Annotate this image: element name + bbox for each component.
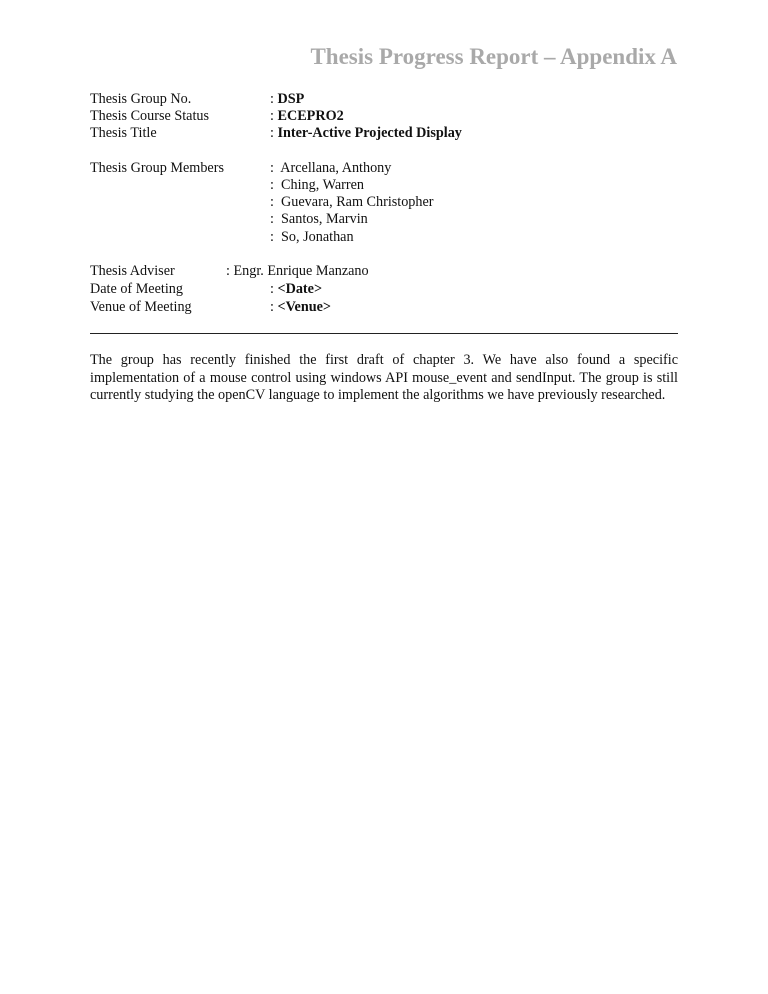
member-name: Santos, Marvin xyxy=(281,211,368,227)
member-item xyxy=(270,160,391,177)
members-label: Thesis Group Members xyxy=(90,160,224,176)
member-item xyxy=(270,194,434,211)
colon: : xyxy=(270,281,274,297)
colon: : xyxy=(270,177,274,193)
course-status-value xyxy=(270,108,344,125)
group-no-value xyxy=(270,91,304,108)
group-no-label: Thesis Group No. xyxy=(90,91,192,107)
venue-text: <Venue> xyxy=(277,299,331,315)
colon: : xyxy=(270,299,274,315)
venue-value xyxy=(270,299,331,316)
member-item xyxy=(270,229,354,246)
colon: : xyxy=(270,160,274,176)
progress-paragraph: The group has recently finished the first draft of chapter 3. We have also found a specific implementation of a mouse control using windows API mouse_event and sendInput. The group is still currently studying the openCV language to implement the algorithms we have previously researched. xyxy=(90,352,678,403)
colon: : xyxy=(270,91,274,107)
thesis-title-text: Inter-Active Projected Display xyxy=(277,125,462,141)
colon: : xyxy=(270,108,274,124)
colon: : xyxy=(270,229,274,245)
thesis-title-value xyxy=(270,125,462,142)
venue-label: Venue of Meeting xyxy=(90,299,192,315)
member-name: So, Jonathan xyxy=(281,229,354,245)
date-label: Date of Meeting xyxy=(90,281,183,297)
date-value xyxy=(270,281,322,298)
page-title: Thesis Progress Report – Appendix A xyxy=(310,44,677,69)
member-item xyxy=(270,211,368,228)
member-name: Guevara, Ram Christopher xyxy=(281,194,434,210)
divider xyxy=(90,333,678,334)
colon: : xyxy=(270,211,274,227)
group-no-text: DSP xyxy=(277,91,305,107)
adviser-label: Thesis Adviser xyxy=(90,263,175,279)
course-status-label: Thesis Course Status xyxy=(90,108,210,124)
course-status-text: ECEPRO2 xyxy=(277,108,344,124)
colon: : xyxy=(270,125,274,141)
member-item xyxy=(270,177,364,194)
member-name: Arcellana, Anthony xyxy=(280,160,392,176)
adviser-value: : Engr. Enrique Manzano xyxy=(226,263,369,279)
colon: : xyxy=(270,194,274,210)
date-text: <Date> xyxy=(277,281,323,297)
thesis-title-label: Thesis Title xyxy=(90,125,157,141)
member-name: Ching, Warren xyxy=(281,177,364,193)
